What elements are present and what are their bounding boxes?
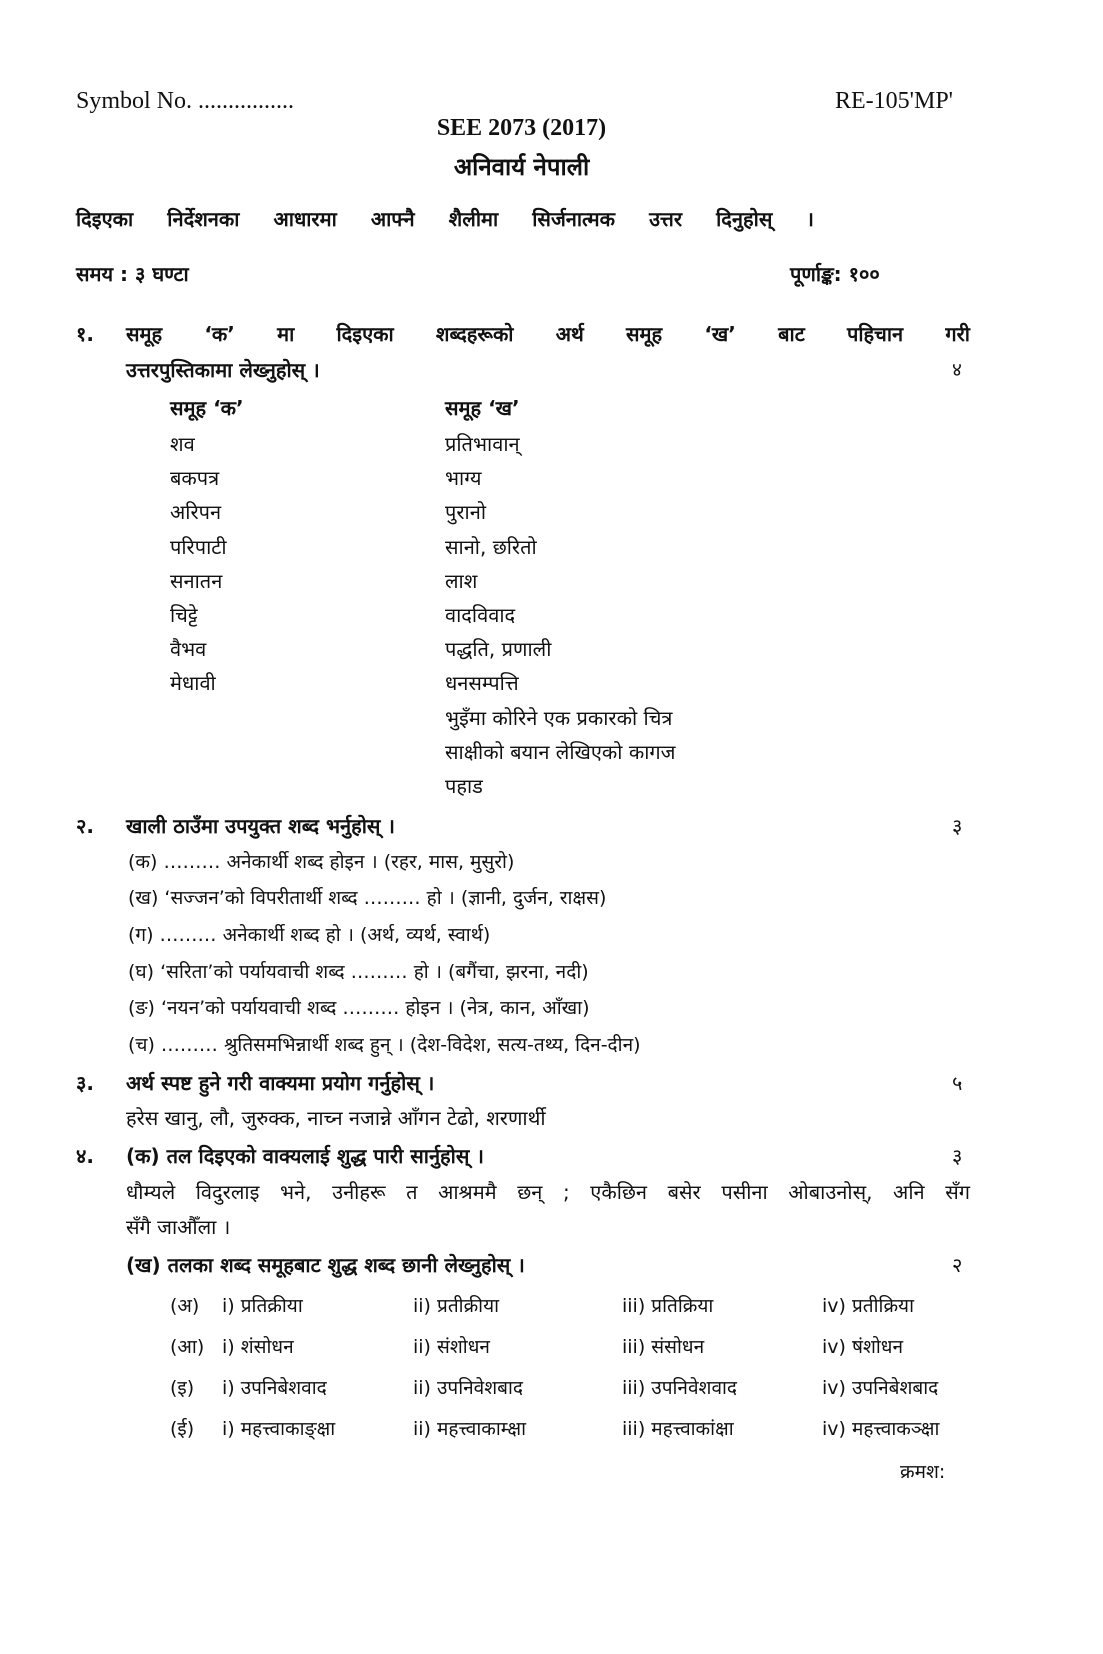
continued-note: क्रमश:	[900, 1461, 946, 1483]
time-allowed: समय : ३ घण्टा	[76, 262, 189, 286]
q4b-option: iii) प्रतिक्रिया	[622, 1295, 714, 1317]
paper-code: RE-105'MP'	[835, 88, 953, 114]
q1-group-b-item: पहाड	[445, 774, 483, 798]
q4a-title: (क) तल दिइएको वाक्यलाई शुद्ध पारी सार्नुहोस् ।	[126, 1144, 484, 1168]
symbol-number: Symbol No. ................	[76, 88, 295, 114]
q1-line2: उत्तरपुस्तिकामा लेख्नुहोस् ।	[126, 358, 320, 382]
q1-group-b-item: प्रतिभावान्	[445, 432, 520, 456]
q4b-option: i) शंसोधन	[222, 1336, 294, 1358]
q4b-option: i) उपनिबेशवाद	[222, 1377, 327, 1399]
q2-number: २.	[76, 814, 94, 838]
q4b-option: ii) प्रतीक्रीया	[413, 1295, 500, 1317]
q4b-option: iv) महत्त्वाकञ्क्षा	[822, 1418, 940, 1440]
q1-group-b-item: पुरानो	[445, 500, 486, 524]
q4b-row-label: (ई)	[170, 1418, 195, 1440]
q4b-row-label: (इ)	[170, 1377, 195, 1399]
q4b-row-label: (अ)	[170, 1295, 200, 1317]
q3-number: ३.	[76, 1071, 94, 1095]
q1-group-a-item: वैभव	[170, 637, 207, 661]
q1-group-a-item: परिपाटी	[170, 535, 227, 559]
q1-number: १.	[76, 322, 94, 346]
q1-group-b-heading: समूह ‘ख’	[445, 396, 520, 420]
q1-group-b-item: पद्धति, प्रणाली	[445, 637, 552, 661]
q4a-sentence-line2: सँगै जाऔँला ।	[126, 1215, 231, 1239]
q4b-option: ii) महत्त्वाकाम्क्षा	[413, 1418, 526, 1440]
q4b-option: iii) महत्त्वाकांक्षा	[622, 1418, 734, 1440]
q3-title: अर्थ स्पष्ट हुने गरी वाक्यमा प्रयोग गर्नुहोस् ।	[126, 1071, 435, 1095]
q4b-option: iii) उपनिवेशवाद	[622, 1377, 738, 1399]
q1-marks: ४	[952, 359, 962, 381]
q2-marks: ३	[952, 814, 963, 838]
q1-group-b-item: भाग्य	[445, 466, 482, 490]
q1-group-a-heading: समूह ‘क’	[170, 396, 244, 420]
q4-number: ४.	[76, 1144, 94, 1168]
q1-group-a-item: चिट्टे	[170, 603, 198, 627]
q2-item: (क) ……… अनेकार्थी शब्द होइन । (रहर, मास, मुसुरो)	[128, 851, 515, 873]
q4b-title: (ख) तलका शब्द समूहबाट शुद्ध शब्द छानी लेख्नुहोस् ।	[126, 1253, 525, 1277]
q1-group-b-item: धनसम्पत्ति	[445, 671, 519, 695]
q1-group-a-item: सनातन	[170, 569, 223, 593]
q2-item: (घ) ‘सरिता’को पर्यायवाची शब्द ……… हो । (बगैंचा, झरना, नदी)	[128, 961, 589, 983]
q1-line1: समूह ‘क’ मा दिइएका शब्दहरूको अर्थ समूह ‘ख’ बाट पहिचान गरी	[126, 322, 970, 346]
q1-group-b-item: भुइँमा कोरिने एक प्रकारको चित्र	[445, 706, 673, 730]
q4a-marks: ३	[952, 1144, 963, 1168]
q1-group-b-item: वादविवाद	[445, 603, 516, 627]
q3-words: हरेस खानु, लौ, जुरुक्क, नाच्न नजान्ने आँगन टेढो, शरणार्थी	[126, 1106, 546, 1130]
q1-group-a-item: अरिपन	[170, 500, 222, 524]
q1-group-a-item: बकपत्र	[170, 466, 220, 490]
q3-marks: ५	[952, 1071, 963, 1095]
q2-item: (च) ……… श्रुतिसमभिन्नार्थी शब्द हुन् । (देश-विदेश, सत्य-तथ्य, दिन-दीन)	[128, 1034, 641, 1056]
q2-item: (ख) ‘सज्जन’को विपरीतार्थी शब्द ……… हो । (ज्ञानी, दुर्जन, राक्षस)	[128, 887, 607, 909]
q4b-option: iv) षंशोधन	[822, 1336, 904, 1358]
q4b-option: ii) उपनिवेशबाद	[413, 1377, 524, 1399]
q2-item: (ङ) ‘नयन’को पर्यायवाची शब्द ……… होइन । (नेत्र, कान, आँखा)	[128, 997, 590, 1019]
q4b-option: ii) संशोधन	[413, 1336, 490, 1358]
q2-item: (ग) ……… अनेकार्थी शब्द हो । (अर्थ, व्यर्थ, स्वार्थ)	[128, 924, 491, 946]
q1-group-a-item: मेधावी	[170, 671, 216, 695]
q1-group-b-item: साक्षीको बयान लेखिएको कागज	[445, 740, 676, 764]
q1-group-b-item: लाश	[445, 569, 478, 593]
q4b-row-label: (आ)	[170, 1336, 205, 1358]
full-marks: पूर्णाङ्क: १००	[790, 262, 880, 286]
exam-title: SEE 2073 (2017)	[436, 115, 607, 141]
q4a-sentence-line1: धौम्यले विदुरलाइ भने, उनीहरू त आश्रममै छन् ; एकैछिन बसेर पसीना ओबाउनोस्, अनि सँग	[126, 1180, 970, 1204]
q1-group-b-item: सानो, छरितो	[445, 535, 537, 559]
q4b-option: i) महत्त्वाकाङ्क्षा	[222, 1418, 336, 1440]
general-instruction: दिइएका निर्देशनका आधारमा आफ्नै शैलीमा सिर्जनात्मक उत्तर दिनुहोस् ।	[76, 207, 814, 231]
q4b-option: iii) संसोधन	[622, 1336, 705, 1358]
q1-group-a-item: शव	[170, 432, 195, 456]
q4b-marks: २	[952, 1253, 963, 1277]
q4b-option: i) प्रतिक्रीया	[222, 1295, 303, 1317]
q2-title: खाली ठाउँमा उपयुक्त शब्द भर्नुहोस् ।	[126, 814, 395, 838]
q4b-option: iv) उपनिबेशबाद	[822, 1377, 939, 1399]
subject-title: अनिवार्य नेपाली	[453, 153, 590, 181]
q4b-option: iv) प्रतीक्रिया	[822, 1295, 914, 1317]
